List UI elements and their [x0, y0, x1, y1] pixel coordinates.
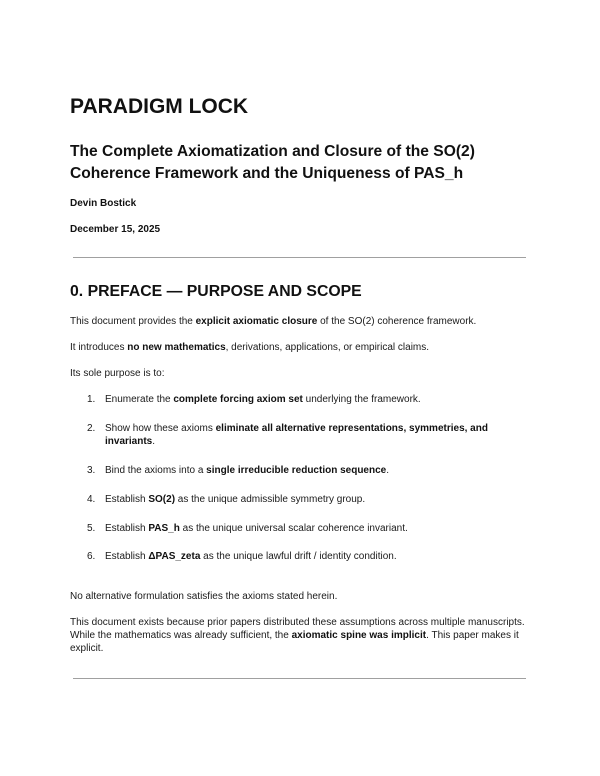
emphasis-text: eliminate all alternative representations, symmetries, and invariants — [105, 423, 488, 447]
emphasis-text: no new mathematics — [127, 342, 226, 353]
list-text: Show how these axioms — [105, 423, 216, 434]
paragraph-text: , derivations, applications, or empirical claims. — [225, 342, 430, 353]
list-number: 4. — [87, 494, 96, 505]
list-item — [87, 464, 527, 477]
list-text: . — [152, 436, 156, 447]
publication-date: December 15, 2025 — [70, 224, 161, 235]
author-name: Devin Bostick — [70, 198, 137, 209]
paragraph-text: This document exists because prior papers distributed these assumptions across multiple manuscripts. While the mathematics was already sufficient, the — [70, 617, 525, 641]
paragraph-rationale — [70, 616, 532, 655]
list-text: Bind the axioms into a — [105, 465, 207, 476]
list-text: Establish — [105, 551, 149, 562]
paragraph-text: . This paper makes it explicit. — [70, 630, 519, 654]
list-text: Establish — [105, 523, 149, 534]
document-title: PARADIGM LOCK — [70, 95, 249, 118]
paragraph-intro — [70, 315, 532, 328]
paragraph-scope — [70, 341, 532, 354]
emphasis-text: PAS_h — [148, 523, 180, 534]
horizontal-divider — [73, 257, 526, 258]
list-number: 5. — [87, 523, 96, 534]
list-text: . — [386, 465, 390, 476]
paragraph-text: of the SO(2) coherence framework. — [317, 316, 477, 327]
list-item — [87, 422, 527, 448]
list-item — [87, 522, 527, 535]
list-text: Establish — [105, 494, 149, 505]
list-number: 3. — [87, 465, 96, 476]
emphasis-text: explicit axiomatic closure — [195, 316, 318, 327]
list-item-text — [105, 493, 527, 506]
document-subtitle: The Complete Axiomatization and Closure of the SO(2) Coherence Framework and the Uniqueness of PAS_h — [70, 143, 475, 182]
list-number: 2. — [87, 423, 96, 434]
emphasis-text: SO(2) — [148, 494, 176, 505]
list-item-text — [105, 393, 527, 406]
list-text: Enumerate the — [105, 394, 174, 405]
paragraph-text: This document provides the — [70, 316, 196, 327]
paragraph-no-alternative: No alternative formulation satisfies the axioms stated herein. — [70, 591, 338, 602]
emphasis-text: single irreducible reduction sequence — [206, 465, 387, 476]
paragraph-purpose: Its sole purpose is to: — [70, 368, 165, 379]
list-item-text — [105, 422, 527, 448]
list-number: 6. — [87, 551, 96, 562]
list-item-text — [105, 522, 527, 535]
list-item-text — [105, 550, 527, 563]
list-text: underlying the framework. — [302, 394, 421, 405]
list-text: as the unique lawful drift / identity condition. — [200, 551, 397, 562]
list-item-text — [105, 464, 527, 477]
emphasis-text: axiomatic spine was implicit — [291, 630, 427, 641]
emphasis-text: complete forcing axiom set — [173, 394, 303, 405]
list-text: as the unique universal scalar coherence invariant. — [179, 523, 408, 534]
horizontal-divider — [73, 678, 526, 679]
list-item — [87, 493, 527, 506]
paragraph-text: It introduces — [70, 342, 128, 353]
list-item — [87, 550, 527, 563]
emphasis-text: ΔPAS_zeta — [148, 551, 201, 562]
list-number: 1. — [87, 394, 96, 405]
list-text: as the unique admissible symmetry group. — [175, 494, 366, 505]
section-heading: 0. PREFACE — PURPOSE AND SCOPE — [70, 283, 362, 300]
list-item — [87, 393, 527, 406]
